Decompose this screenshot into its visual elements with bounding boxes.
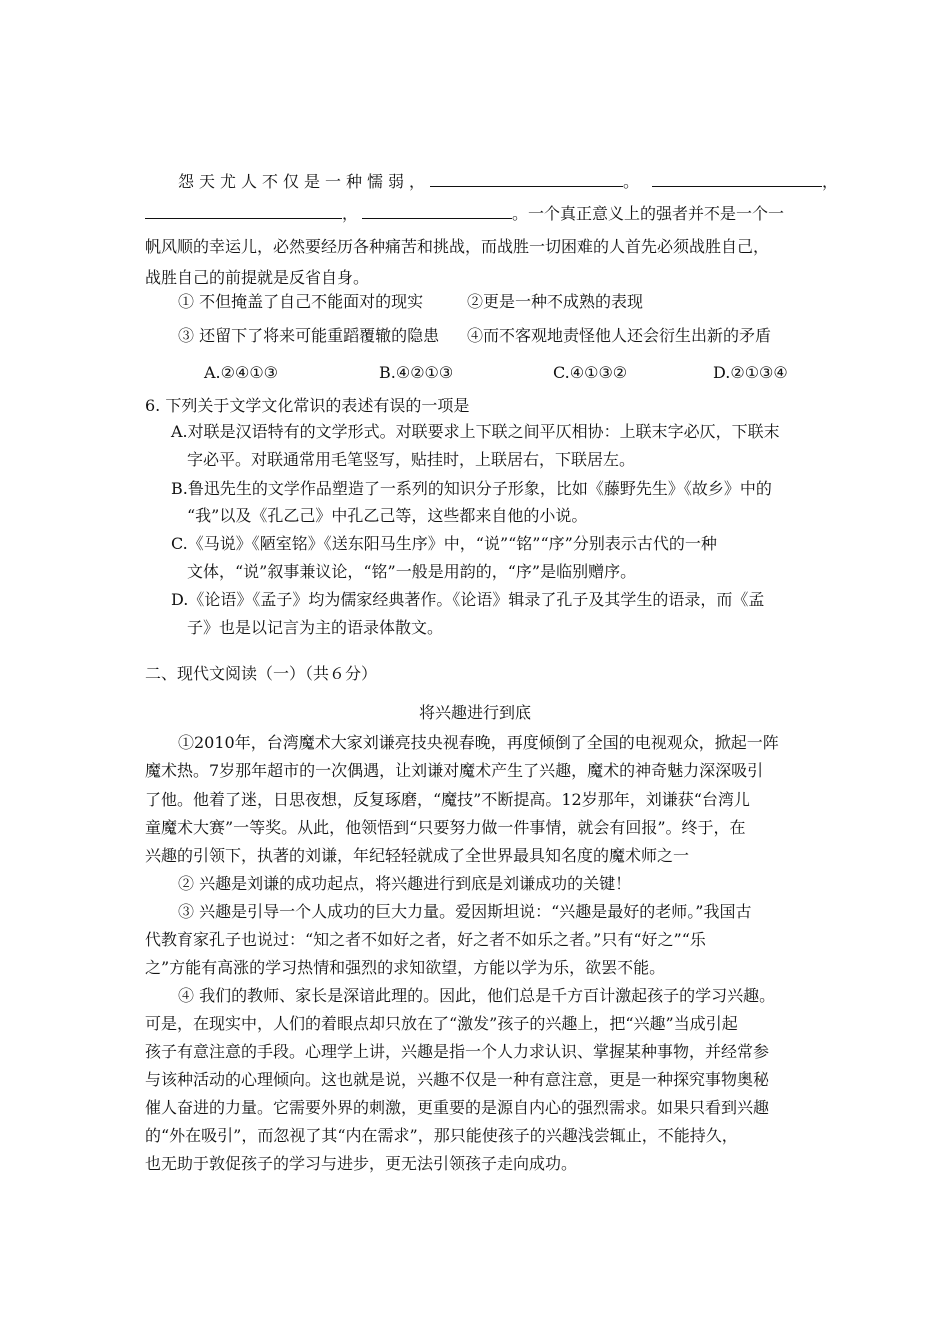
paragraph-4-line-2: 可是，在现实中，人们的着眼点却只放在了“激发”孩子的兴趣上，把“兴趣”当成引起 [145,1014,738,1033]
q6-option-c-line2: 文体，“说”叙事兼议论，“铭”一般是用韵的，“序”是临别赠序。 [187,562,637,581]
q5-item-4: ④而不客观地责怪他人还会衍生出新的矛盾 [467,326,772,345]
q5-line1-sep2: ， [822,172,844,191]
q5-item-1: ① 不但掩盖了自己不能面对的现实 [178,292,424,311]
q5-choice-d[interactable]: D.②①③④ [713,363,788,382]
paragraph-1-line-2: 魔术热。7岁那年超市的一次偶遇，让刘谦对魔术产生了兴趣，魔术的神奇魅力深深吸引 [145,761,764,780]
paragraph-3-line-2: 代教育家孔子也说过：“知之者不如好之者，好之者不如乐之者。”只有“好之”“乐 [145,930,706,949]
q6-option-a-line2: 字必平。对联通常用毛笔竖写，贴挂时，上联居右，下联居左。 [187,450,636,469]
blank-4[interactable] [362,203,512,219]
paragraph-4-line-7: 也无助于敦促孩子的学习与进步，更无法引领孩子走向成功。 [145,1154,578,1173]
paragraph-1-line-3: 了他。他着了迷，日思夜想，反复琢磨，“魔技”不断提高。12岁那年，刘谦获“台湾儿 [145,790,750,809]
paragraph-4-line-3: 孩子有意注意的手段。心理学上讲，兴趣是指一个人力求认识、掌握某种事物，并经常参 [145,1042,770,1061]
paragraph-4-line-5: 催人奋进的力量。它需要外界的刺激，更重要的是源自内心的强烈需求。如果只看到兴趣 [145,1098,770,1117]
article-title: 将兴趣进行到底 [418,703,531,722]
paragraph-4-line-6: 的“外在吸引”，而忽视了其“内在需求”，那只能使孩子的兴趣浅尝辄止，不能持久， [145,1126,738,1145]
q5-choice-b[interactable]: B.④②①③ [379,363,454,382]
q6-option-c-line1[interactable]: C.《马说》《陋室铭》《送东阳马生序》中，“说”“铭”“序”分别表示古代的一种 [171,534,717,553]
q5-line1-sep1: 。 [623,172,645,191]
paragraph-1-line-1: ①2010年，台湾魔术大家刘谦亮技央视春晚，再度倾倒了全国的电视观众，掀起一阵 [178,733,779,752]
q5-line-2 [145,203,784,225]
q5-line-1 [178,171,843,193]
paragraph-3-line-1: ③ 兴趣是引导一个人成功的巨大力量。爱因斯坦说：“兴趣是最好的老师。”我国古 [178,902,752,921]
q5-choice-a[interactable]: A.②④①③ [204,363,279,382]
blank-3[interactable] [145,203,342,219]
q6-option-d-line2: 子》也是以记言为主的语录体散文。 [187,618,444,637]
q5-line2-sep1: ， [342,204,359,223]
q6-option-b-line1[interactable]: B.鲁迅先生的文学作品塑造了一系列的知识分子形象，比如《藤野先生》《故乡》中的 [171,479,772,498]
q5-item-2: ②更是一种不成熟的表现 [467,292,644,311]
paragraph-3-line-3: 之”方能有高涨的学习热情和强烈的求知欲望，方能以学为乐，欲罢不能。 [145,958,666,977]
blank-1[interactable] [430,171,623,187]
blank-2[interactable] [652,171,822,187]
q5-line2-tail: 。一个真正意义上的强者并不是一个一 [512,204,785,223]
q5-choice-c[interactable]: C.④①③② [553,363,628,382]
paragraph-1-line-4: 童魔术大赛”一等奖。从此，他领悟到“只要努力做一件事情，就会有回报”。终于，在 [145,818,746,837]
paragraph-4-line-1: ④ 我们的教师、家长是深谙此理的。因此，他们总是千方百计激起孩子的学习兴趣。 [178,986,776,1005]
q6-stem: 6. 下列关于文学文化常识的表述有误的一项是 [145,396,470,415]
q6-option-d-line1[interactable]: D.《论语》《孟子》均为儒家经典著作。《论语》辑录了孔子及其学生的语录，而《孟 [171,590,765,609]
paragraph-4-line-4: 与该种活动的心理倾向。这也就是说，兴趣不仅是一种有意注意，更是一种探究事物奥秘 [145,1070,770,1089]
q5-line-4: 战胜自己的前提就是反省自身。 [145,268,370,287]
q6-option-b-line2: “我”以及《孔乙己》中孔乙己等，这些都来自他的小说。 [187,506,588,525]
paragraph-2: ② 兴趣是刘谦的成功起点，将兴趣进行到底是刘谦成功的关键！ [178,874,632,893]
q5-line-3: 帆风顺的幸运儿，必然要经历各种痛苦和挑战，而战胜一切困难的人首先必须战胜自己， [145,237,770,256]
q5-item-3: ③ 还留下了将来可能重蹈覆辙的隐患 [178,326,440,345]
paragraph-1-line-5: 兴趣的引领下，执著的刘谦，年纪轻轻就成了全世界最具知名度的魔术师之一 [145,846,690,865]
q5-line1-prefix: 怨天尤人不仅是一种懦弱， [178,172,431,191]
q6-option-a-line1[interactable]: A.对联是汉语特有的文学形式。对联要求上下联之间平仄相协：上联末字必仄，下联末 [171,422,780,441]
section-heading: 二、现代文阅读（一）（共６分） [145,664,378,683]
